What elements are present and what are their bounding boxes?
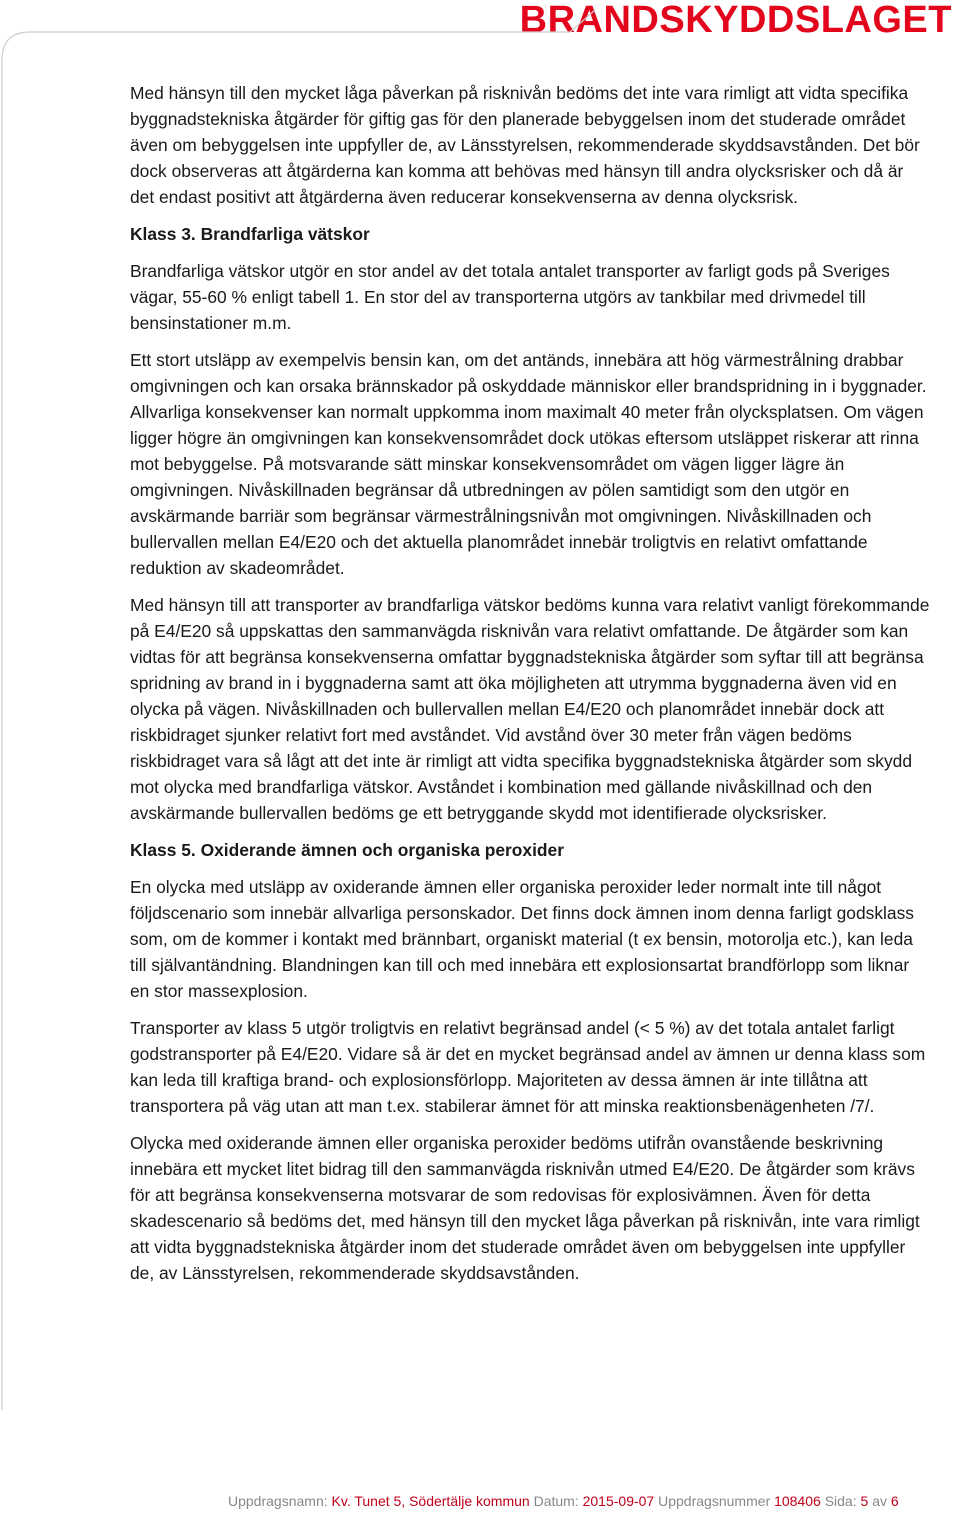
paragraph: Med hänsyn till den mycket låga påverkan på risknivån bedöms det inte vara rimligt att vidta specifika byggnadstekniska åtgärder för giftig gas för den planerade bebyggelsen inom det studerade området även om bebyggelsen inte uppfyller de, av Länsstyrelsen, rekommenderade skyddsavstånden. Det bör dock observeras att åtgärderna kan komma att behövas med hänsyn till andra olycksrisker och då är det endast positivt att åtgärderna även reducerar konsekvenserna av denna olycksrisk. — [130, 83, 920, 207]
section-heading-klass-5: Klass 5. Oxiderande ämnen och organiska peroxider — [130, 840, 564, 860]
footer-value-datum: 2015-09-07 — [582, 1493, 655, 1509]
paragraph: Med hänsyn till att transporter av brandfarliga vätskor bedöms kunna vara relativt vanligt förekommande på E4/E20 så uppskattas den sammanvägda risknivån vara relativt omfattande. De åtgärder som kan vidtas för att begränsa konsekvenserna omfattar byggnadstekniska åtgärder som syftar till att begränsa spridning av brand in i byggnaderna samt att öka möjligheten att utrymma byggnaderna även vid en olycka på vägen. Nivåskillnaden och bullervallen mellan E4/E20 och planområdet innebär dock att riskbidraget sjunker relativt fort med avståndet. Vid avstånd över 30 meter från vägen bedöms riskbidraget vara så lågt att det inte är rimligt att vidta specifika byggnadstekniska åtgärder som skydd mot olycka med brandfarliga vätskor. Avståndet i kombination med gällande nivåskillnad och den avskärmande bullervallen bedöms ge ett betryggande skydd mot identifierade olycksrisker. — [130, 595, 930, 823]
paragraph: En olycka med utsläpp av oxiderande ämnen eller organiska peroxider leder normalt inte till något följdscenario som innebär allvarliga personskador. Det finns dock ämnen inom denna farligt godsklass som, om de kommer i kontakt med brännbart, organiskt material (t ex bensin, motorolja etc.), kan leda till självantändning. Blandningen kan till och med innebära ett explosionsartat brandförlopp som liknar en stor massexplosion. — [130, 877, 914, 1001]
brand-logo: BRANDSKYDDSLAGET — [519, 0, 952, 41]
footer-label-uppdragsnamn: Uppdragsnamn: — [228, 1493, 328, 1509]
footer-value-total-pages: 6 — [890, 1493, 899, 1509]
footer-label-sida: Sida: — [824, 1493, 857, 1509]
footer-value-uppdragsnamn: Kv. Tunet 5, Södertälje kommun — [331, 1493, 530, 1509]
document-body — [130, 80, 930, 1297]
section-heading-klass-3: Klass 3. Brandfarliga vätskor — [130, 224, 370, 244]
footer-label-av: av — [872, 1493, 887, 1509]
footer-label-datum: Datum: — [533, 1493, 579, 1509]
paragraph: Ett stort utsläpp av exempelvis bensin kan, om det antänds, innebära att hög värmestrålning drabbar omgivningen och kan orsaka brännskador på oskyddade människor eller brandspridning in i byggnader. Allvarliga konsekvenser kan normalt uppkomma inom maximalt 40 meter från olycksplatsen. Om vägen ligger högre än omgivningen kan konsekvensområdet dock utökas eftersom utsläppet riskerar att rinna mot bebyggelse. På motsvarande sätt minskar konsekvensområdet om vägen ligger lägre än omgivningen. Nivåskillnaden begränsar då utbredningen av pölen samtidigt som den utgör en avskärmande barriär som begränsar värmestrålningsnivån mot omgivningen. Nivåskillnaden och bullervallen mellan E4/E20 och det aktuella planområdet innebär troligtvis en relativt omfattande reduktion av skadeområdet. — [130, 350, 927, 578]
paragraph: Brandfarliga vätskor utgör en stor andel av det totala antalet transporter av farligt gods på Sveriges vägar, 55-60 % enligt tabell 1. En stor del av transporterna utgörs av tankbilar med drivmedel till bensinstationer m.m. — [130, 261, 890, 333]
paragraph: Transporter av klass 5 utgör troligtvis en relativt begränsad andel (< 5 %) av det totala antalet farligt godstransporter på E4/E20. Vidare så är det en mycket begränsad andel av ämnen ur denna klass som kan leda till kraftiga brand- och explosionsförlopp. Majoriteten av dessa ämnen är inte tillåtna att transportera på väg utan att man t.ex. stabilerar ämnet för att minska reaktionsbenägenheten /7/. — [130, 1018, 926, 1116]
footer-value-uppdragsnummer: 108406 — [774, 1493, 821, 1509]
footer-label-uppdragsnummer: Uppdragsnummer — [658, 1493, 771, 1509]
paragraph: Olycka med oxiderande ämnen eller organiska peroxider bedöms utifrån ovanstående beskrivning innebära ett mycket litet bidrag till den sammanvägda risknivån utmed E4/E20. De åtgärder som krävs för att begränsa konsekvenserna motsvarar de som redovisas för explosivämnen. Även för detta skadescenario så bedöms det, med hänsyn till den mycket låga påverkan på risknivån, inte vara rimligt att vidta byggnadstekniska åtgärder inom det studerade området även om bebyggelsen inte uppfyller de, av Länsstyrelsen, rekommenderade skyddsavstånden. — [130, 1133, 920, 1283]
footer-value-sida: 5 — [860, 1493, 869, 1509]
page-footer — [228, 1493, 953, 1509]
